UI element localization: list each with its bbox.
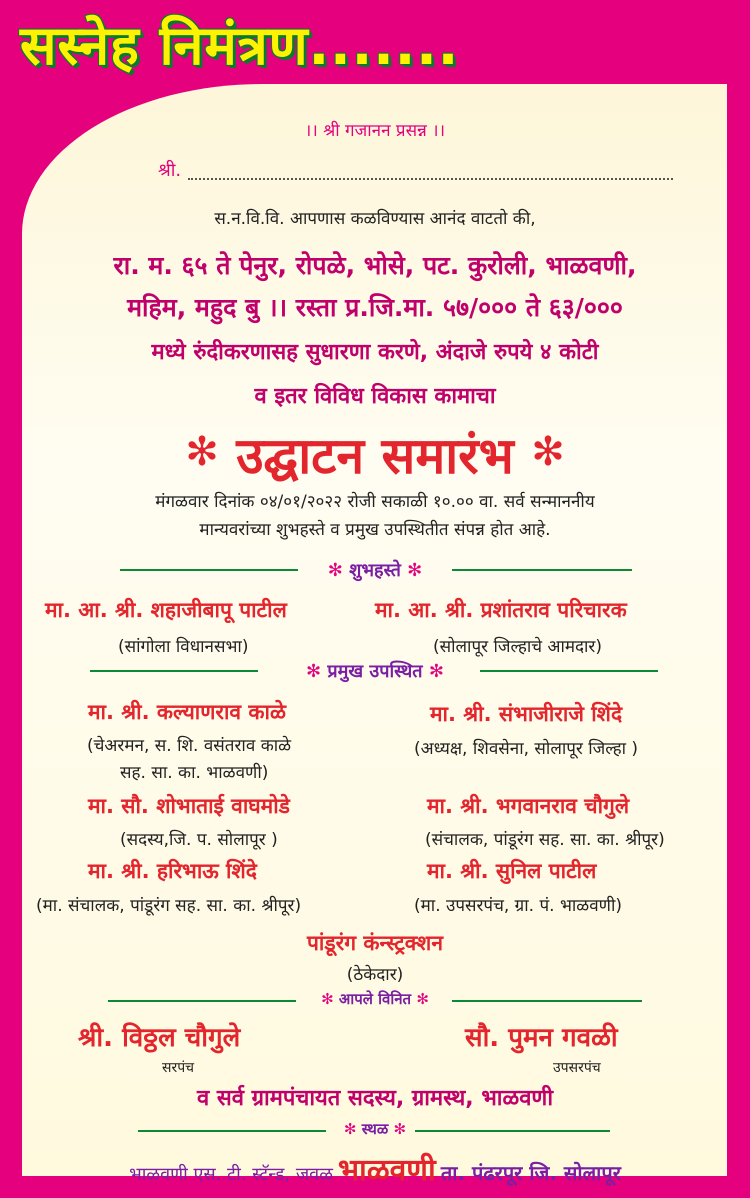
asterisk-icon: ✻ xyxy=(531,429,565,475)
guest-name: मा. सौ. शोभाताई वाघमोडे xyxy=(88,794,290,818)
guest-name: मा. आ. श्री. प्रशांतराव परिचारक xyxy=(375,598,627,622)
addressee-dotted-line xyxy=(188,178,673,180)
venue xyxy=(0,1148,750,1189)
date-line-1: मंगळवार दिनांक ०४/०१/२०२२ रोजी सकाळी १०.०० वा. सर्व सन्माननीय xyxy=(155,492,595,512)
section-vinit: ✻ आपले विनित ✻ xyxy=(321,990,429,1008)
section-pramukh: ✻ प्रमुख उपस्थित ✻ xyxy=(306,661,444,682)
venue-village: भाळवणी xyxy=(337,1153,436,1188)
asterisk-icon: ✻ xyxy=(407,560,423,581)
asterisk-icon: ✻ xyxy=(343,1120,357,1138)
guest-name: मा. श्री. हरिभाऊ शिंदे xyxy=(88,859,257,883)
guest-role: (सदस्य,जि. प. सोलापूर ) xyxy=(120,830,278,850)
event-title xyxy=(0,420,750,488)
asterisk-icon: ✻ xyxy=(185,429,219,475)
asterisk-icon: ✻ xyxy=(428,661,444,682)
section-sthal: ✻ स्थळ ✻ xyxy=(343,1120,407,1138)
asterisk-icon: ✻ xyxy=(321,990,334,1008)
date-line-2: मान्यवरांच्या शुभहस्ते व प्रमुख उपस्थितीत संपन्न होत आहे. xyxy=(199,520,551,540)
project-line-2: महिम, महुद बु ।। रस्ता प्र.जि.मा. ५७/००० ते ६३/००० xyxy=(127,293,623,322)
guest-role: (अध्यक्ष, शिवसेना, सोलापूर जिल्हा ) xyxy=(414,739,639,759)
intro-text: स.न.वि.वि. आपणास कळविण्यास आनंद वाटतो की, xyxy=(214,209,536,229)
guest-role: (मा. उपसरपंच, ग्रा. पं. भाळवणी) xyxy=(414,896,622,916)
addressee-prefix: श्री. xyxy=(158,160,182,181)
guest-name: मा. आ. श्री. शहाजीबापू पाटील xyxy=(45,598,287,622)
asterisk-icon: ✻ xyxy=(393,1120,407,1138)
guest-name: मा. श्री. संभाजीराजे शिंदे xyxy=(430,702,623,726)
guest-role: (संचालक, पांडूरंग सह. सा. का. श्रीपूर) xyxy=(425,830,665,850)
contractor-role: (ठेकेदार) xyxy=(346,965,404,985)
section-shubhaste: ✻ शुभहस्ते ✻ xyxy=(327,560,423,581)
hosts-tail: व सर्व ग्रामपंचायत सदस्य, ग्रामस्थ, भाळवणी xyxy=(196,1086,554,1111)
host-name: श्री. विठ्ठल चौगुले xyxy=(78,1023,241,1053)
host-name: सौ. पुमन गवळी xyxy=(465,1023,618,1053)
host-role: सरपंच xyxy=(162,1060,195,1076)
guest-role: (सांगोला विधानसभा) xyxy=(118,637,249,657)
asterisk-icon: ✻ xyxy=(327,560,343,581)
event-title-text: उद्घाटन समारंभ xyxy=(236,427,514,485)
host-role: उपसरपंच xyxy=(553,1060,601,1076)
project-line-3: मध्ये रुंदीकरणासह सुधारणा करणे, अंदाजे रुपये ४ कोटी xyxy=(151,340,599,365)
project-line-1: रा. म. ६५ ते पेनुर, रोपळे, भोसे, पट. कुरोली, भाळवणी, xyxy=(113,251,637,280)
invocation: ।। श्री गजानन प्रसन्न ।। xyxy=(304,121,446,141)
guest-name: मा. श्री. कल्याणराव काळे xyxy=(88,700,286,724)
venue-prefix: भाळवणी एस. टी. स्टॅन्ड, जवळ xyxy=(129,1164,333,1185)
asterisk-icon: ✻ xyxy=(306,661,322,682)
guest-role: (चेअरमन, स. शि. वसंतराव काळे xyxy=(87,736,292,756)
guest-role: (सोलापूर जिल्हाचे आमदार) xyxy=(433,637,602,657)
project-line-4: व इतर विविध विकास कामाचा xyxy=(254,384,496,409)
heading: सस्नेह निमंत्रण....... xyxy=(20,14,460,77)
guest-role: सह. सा. का. भाळवणी) xyxy=(120,763,269,783)
guest-name: मा. श्री. सुनिल पाटील xyxy=(427,859,597,883)
venue-suffix: ता. पंढरपूर जि. सोलापूर xyxy=(440,1161,621,1185)
guest-role: (मा. संचालक, पांडूरंग सह. सा. का. श्रीपूर) xyxy=(36,896,302,916)
asterisk-icon: ✻ xyxy=(416,990,429,1008)
contractor-name: पांडूरंग कंन्स्ट्रक्शन xyxy=(307,931,443,955)
guest-name: मा. श्री. भगवानराव चौगुले xyxy=(427,794,630,818)
